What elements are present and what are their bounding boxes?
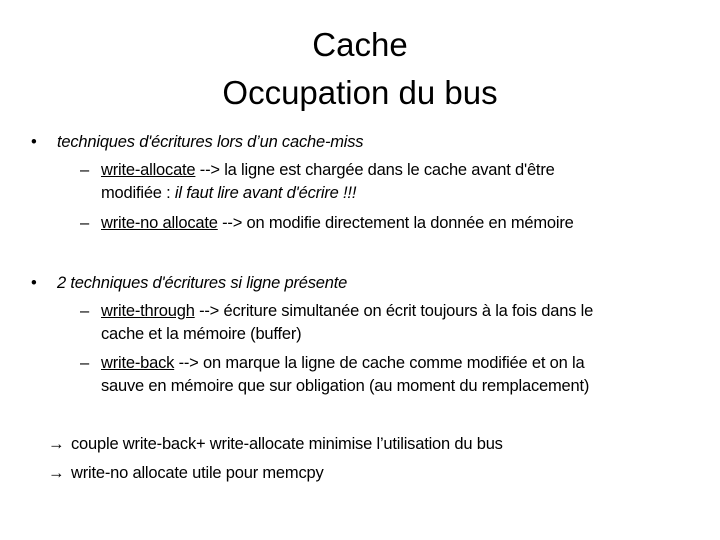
description: modifiée :	[101, 184, 175, 202]
description: --> on marque la ligne de cache comme modifiée et on la	[174, 354, 585, 372]
term: write-back	[101, 354, 175, 372]
description: --> la ligne est chargée dans le cache avant d'être	[195, 161, 555, 179]
list-item-write-back	[101, 353, 584, 373]
emphasis: il faut lire avant d'écrire !!!	[174, 184, 357, 202]
term: write-no allocate	[101, 214, 218, 232]
slide-title-line1: Cache	[312, 26, 408, 63]
description: --> on modifie directement la donnée en mémoire	[217, 214, 574, 232]
bullet-icon: •	[31, 274, 37, 292]
list-item-write-through	[101, 301, 593, 321]
dash-icon: –	[80, 302, 90, 320]
list-item-continuation: sauve en mémoire que sur obligation (au moment du remplacement)	[101, 377, 590, 395]
term: write-allocate	[101, 161, 196, 179]
slide-title-line2: Occupation du bus	[222, 74, 498, 111]
dash-icon: –	[80, 161, 90, 179]
section1-heading: techniques d'écritures lors d’un cache-miss	[57, 133, 364, 151]
list-item-continuation	[101, 183, 356, 203]
arrow-right-icon: →	[48, 435, 65, 453]
dash-icon: –	[80, 354, 90, 372]
term: write-through	[101, 302, 195, 320]
list-item-write-allocate	[101, 160, 555, 180]
bullet-icon: •	[31, 133, 37, 151]
list-item-write-no-allocate	[101, 213, 574, 233]
section2-heading: 2 techniques d'écritures si ligne présente	[57, 274, 348, 292]
dash-icon: –	[80, 214, 90, 232]
conclusion-2: write-no allocate utile pour memcpy	[71, 464, 324, 482]
description: --> écriture simultanée on écrit toujours à la fois dans le	[194, 302, 594, 320]
arrow-right-icon: →	[48, 464, 65, 482]
conclusion-1: couple write-back+ write-allocate minimise l’utilisation du bus	[71, 435, 503, 453]
list-item-continuation: cache et la mémoire (buffer)	[101, 325, 302, 343]
